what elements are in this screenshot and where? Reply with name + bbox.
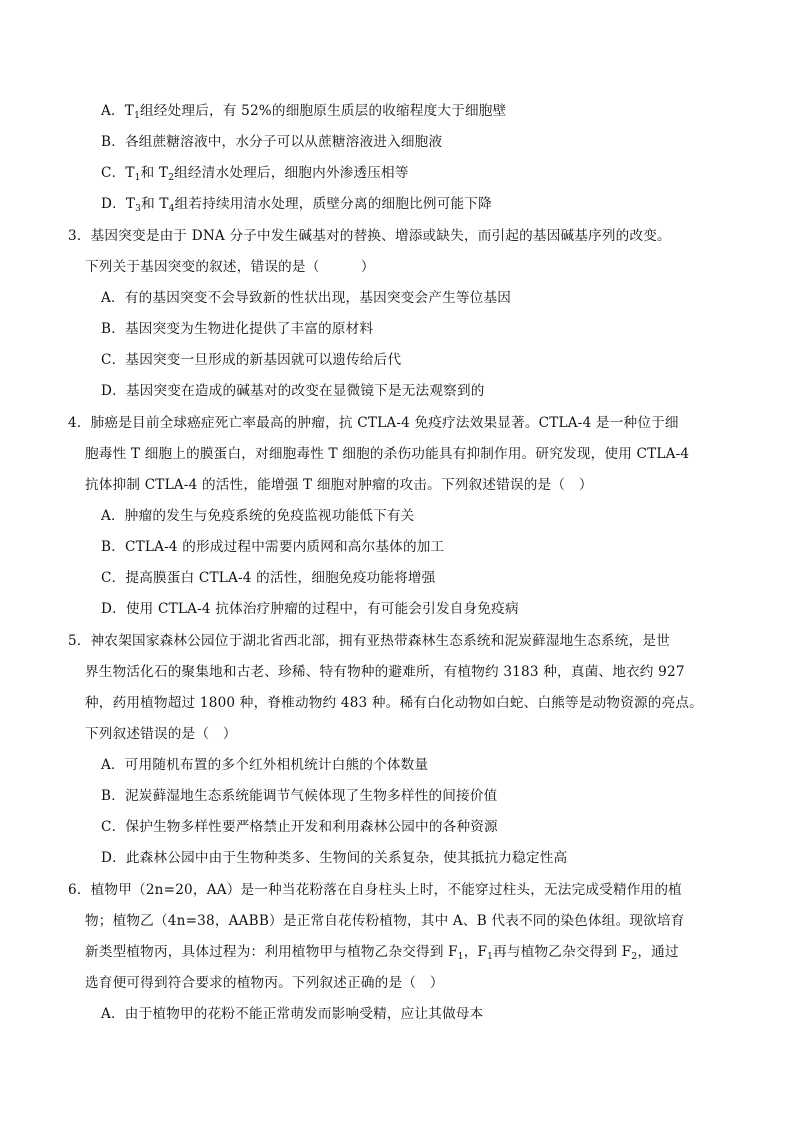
q5-stem-line-2: 界生物活化石的聚集地和古老、珍稀、特有物种的避难所，有植物约 3183 种，真菌、地衣约 927 [85,664,685,680]
q3-stem-line-2: 下列关于基因突变的叙述，错误的是（ ） [85,259,375,275]
q3-option-a: A．有的基因突变不会导致新的性状出现，基因突变会产生等位基因 [101,290,512,306]
q5-option-d: D．此森林公园中由于生物种类多、生物间的关系复杂，使其抵抗力稳定性高 [101,850,568,866]
q4-stem-line-2: 胞毒性 T 细胞上的膜蛋白，对细胞毒性 T 细胞的杀伤功能具有抑制作用。研究发现，使用 CTLA-4 [85,446,690,462]
q3-option-b: B．基因突变为生物进化提供了丰富的原材料 [101,321,374,337]
q3-option-d: D．基因突变在造成的碱基对的改变在显微镜下是无法观察到的 [101,383,485,399]
q4-stem-line-1: 4．肺癌是目前全球癌症死亡率最高的肿瘤，抗 CTLA-4 免疫疗法效果显著。CTLA-4 是一种位于细 [68,415,679,431]
q5-stem-line-3: 种，药用植物超过 1800 种，脊椎动物约 483 种。稀有白化动物如白蛇、白熊等是动物资源的亮点。 [85,695,703,711]
prev-option-b: B．各组蔗糖溶液中，水分子可以从蔗糖溶液进入细胞液 [101,134,443,150]
q6-stem-line-2: 物；植物乙（4n=38，AABB）是正常自花传粉植物，其中 A、B 代表不同的染色体组。现欲培育 [85,913,685,929]
q6-stem-line-1: 6．植物甲（2n=20，AA）是一种当花粉落在自身柱头上时，不能穿过柱头，无法完成受精作用的植 [68,882,682,898]
q5-option-c: C．保护生物多样性要严格禁止开发和利用森林公园中的各种资源 [101,819,498,835]
q5-stem-line-1: 5．神农架国家森林公园位于湖北省西北部，拥有亚热带森林生态系统和泥炭藓湿地生态系统，是世 [68,633,670,649]
prev-option-a: A．$T_1$组经处理后，有 52%的细胞原生质层的收缩程度大于细胞壁 [101,103,507,121]
q4-option-b: B．CTLA-4 的形成过程中需要内质网和高尔基体的加工 [101,539,445,555]
q4-stem-line-3: 抗体抑制 CTLA-4 的活性，能增强 T 细胞对肿瘤的攻击。下列叙述错误的是（ ） [85,477,593,493]
q4-option-d: D．使用 CTLA-4 抗体治疗肿瘤的过程中，有可能会引发自身免疫病 [101,601,519,617]
q3-option-c: C．基因突变一旦形成的新基因就可以遗传给后代 [101,352,402,368]
q6-stem-line-3: 新类型植物丙，具体过程为：利用植物甲与植物乙杂交得到 $F_1$，$F_1$再与植物乙杂交得到 $F_2$，通过 [85,944,679,962]
prev-option-c: C．$T_1$和 $T_2$组经清水处理后，细胞内外渗透压相等 [101,165,409,183]
q4-option-a: A．肿瘤的发生与免疫系统的免疫监视功能低下有关 [101,508,415,524]
q5-option-a: A．可用随机布置的多个红外相机统计白熊的个体数量 [101,757,429,773]
prev-option-d: D．$T_3$和 $T_4$组若持续用清水处理，质壁分离的细胞比例可能下降 [101,196,492,214]
q6-option-a: A．由于植物甲的花粉不能正常萌发而影响受精，应让其做母本 [101,1006,484,1022]
q6-stem-line-4: 选育便可得到符合要求的植物丙。下列叙述正确的是（ ） [85,975,444,991]
q5-option-b: B．泥炭藓湿地生态系统能调节气候体现了生物多样性的间接价值 [101,788,498,804]
q4-option-c: C．提高膜蛋白 CTLA-4 的活性，细胞免疫功能将增强 [101,570,436,586]
q3-stem-line-1: 3．基因突变是由于 DNA 分子中发生碱基对的替换、增添或缺失，而引起的基因碱基序列的改变。 [68,228,671,244]
q5-stem-line-4: 下列叙述错误的是（ ） [85,726,237,742]
